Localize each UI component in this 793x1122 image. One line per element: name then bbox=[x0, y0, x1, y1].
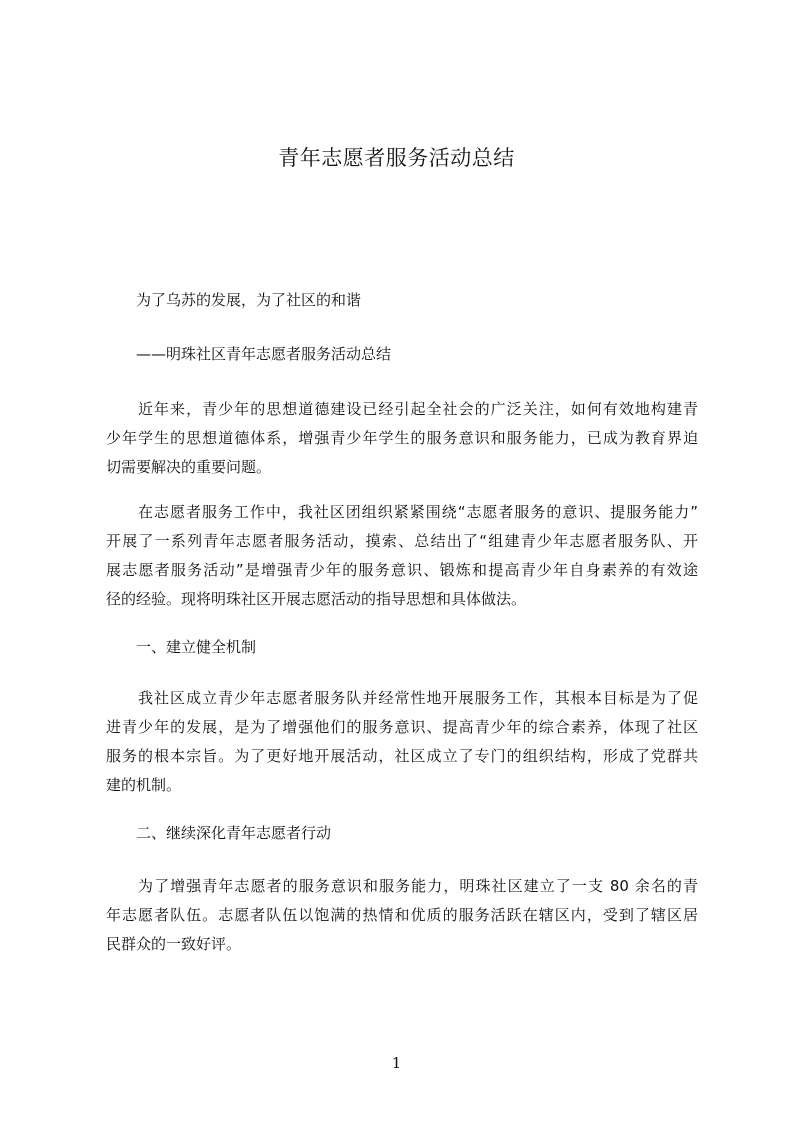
paragraph-line: 展志愿者服务活动”是增强青少年的服务意识、锻炼和提高青少年自身素养的有效途 bbox=[106, 561, 698, 579]
section-heading-2: 二、继续深化青年志愿者行动 bbox=[136, 824, 332, 842]
paragraph-line: 进青少年的发展，是为了增强他们的服务意识、提高青少年的综合素养，体现了社区 bbox=[106, 718, 698, 736]
paragraph-1 bbox=[106, 395, 698, 482]
section-heading-1: 一、建立健全机制 bbox=[136, 638, 257, 656]
paragraph-4 bbox=[106, 872, 698, 959]
paragraph-line: 民群众的一致好评。 bbox=[106, 935, 242, 953]
paragraph-line: 服务的根本宗旨。为了更好地开展活动，社区成立了专门的组织结构，形成了党群共 bbox=[106, 747, 698, 765]
document-title: 青年志愿者服务活动总结 bbox=[278, 146, 515, 170]
paragraph-3 bbox=[106, 684, 698, 800]
paragraph-line: 少年学生的思想道德体系，增强青少年学生的服务意识和服务能力，已成为教育界迫 bbox=[106, 429, 698, 447]
paragraph-line: 开展了一系列青年志愿者服务活动，摸索、总结出了“组建青少年志愿者服务队、开 bbox=[106, 532, 698, 550]
subtitle: 为了乌苏的发展，为了社区的和谐 bbox=[136, 291, 362, 309]
page-number: 1 bbox=[391, 1054, 402, 1072]
paragraph-2 bbox=[106, 498, 698, 614]
paragraph-line: 在志愿者服务工作中，我社区团组织紧紧围绕“志愿者服务的意识、提服务能力” bbox=[138, 503, 698, 521]
paragraph-line: 近年来，青少年的思想道德建设已经引起全社会的广泛关注，如何有效地构建青 bbox=[138, 400, 698, 418]
paragraph-line: 切需要解决的重要问题。 bbox=[106, 458, 272, 476]
paragraph-line: 径的经验。现将明珠社区开展志愿活动的指导思想和具体做法。 bbox=[106, 590, 527, 608]
paragraph-line: 建的机制。 bbox=[106, 776, 182, 794]
paragraph-line: 为了增强青年志愿者的服务意识和服务能力，明珠社区建立了一支 80 余名的青 bbox=[138, 877, 698, 895]
byline: ——明珠社区青年志愿者服务活动总结 bbox=[136, 345, 392, 363]
paragraph-line: 我社区成立青少年志愿者服务队并经常性地开展服务工作，其根本目标是为了促 bbox=[138, 689, 698, 707]
paragraph-line: 年志愿者队伍。志愿者队伍以饱满的热情和优质的服务活跃在辖区内，受到了辖区居 bbox=[106, 906, 698, 924]
